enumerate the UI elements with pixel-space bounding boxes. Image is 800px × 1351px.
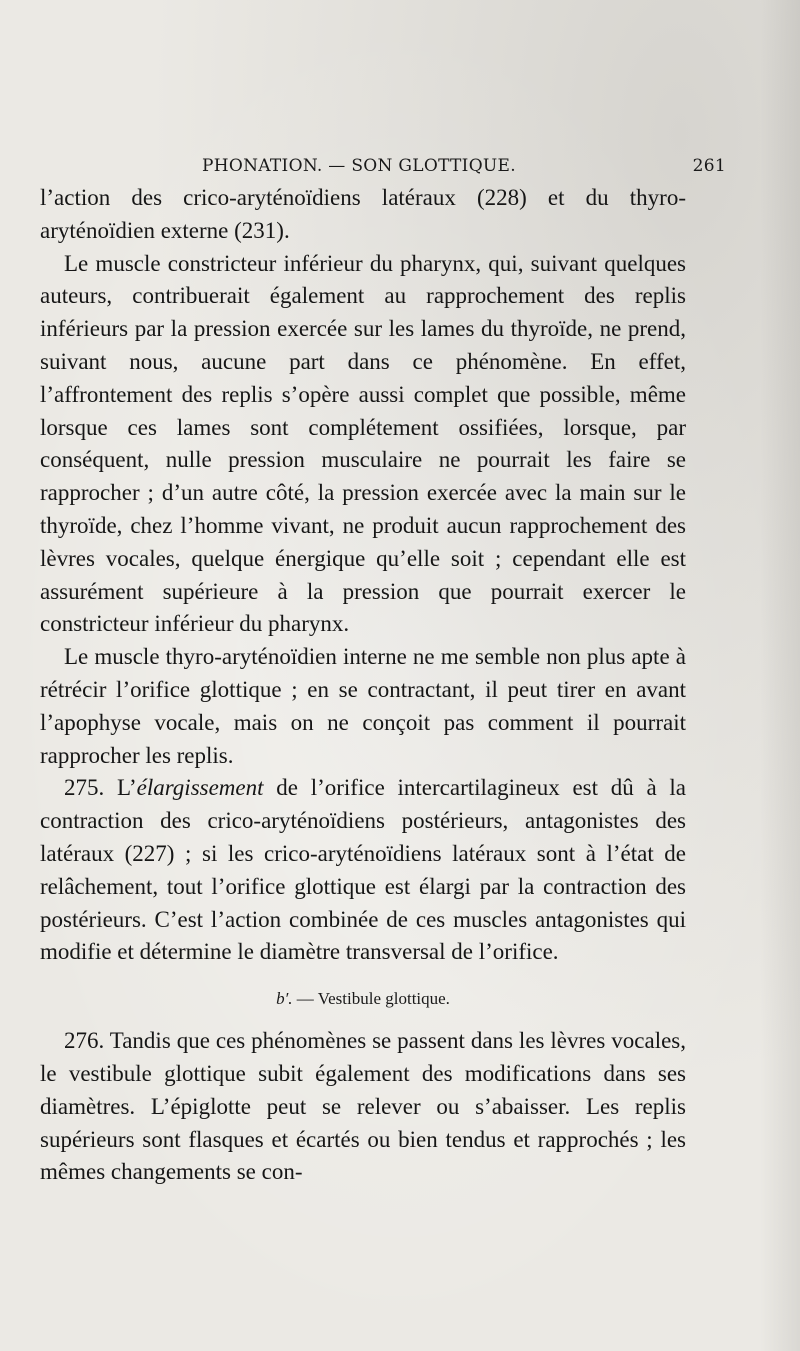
paragraph-constrictor: Le muscle constricteur inférieur du pharynx, qui, suivant quelques auteurs, contribuerait également au rapprochement des replis inférieurs par la pression exercée sur les lames du thyroïde, ne prend, suivant nous, aucune part dans ce phénomène. En effet, l’affrontement des replis s’opère aussi complet que possible, même lorsque ces lames sont complétement ossifiées, lorsque, par conséquent, nulle pression musculaire ne pourrait les faire se rapprocher ; d’un autre côté, la pression exercée avec la main sur le thyroïde, chez l’homme vivant, ne produit aucun rapprochement des lèvres vocales, quelque énergique qu’elle soit ; cependant elle est assurément supérieure à la pression que pourrait exercer le constricteur inférieur du pharynx. [40, 250, 686, 637]
paragraph-number: 275. [64, 775, 105, 801]
paragraph-275 [40, 772, 686, 969]
body-text [40, 182, 686, 1189]
paragraph-continuation: l’action des crico-aryténoïdiens latéraux (228) et du thyro-aryténoïdien externe (231). [40, 185, 686, 243]
paragraph-lead: L’ [117, 775, 137, 801]
running-head-title: PHONATION. — SON GLOTTIQUE. [202, 156, 516, 176]
section-heading [40, 987, 686, 1011]
paragraph-body: de l’orifice intercartilagineux est dû à la contraction des crico-aryténoïdiens postérieurs, antagonistes des latéraux (227) ; si les crico-aryténoïdiens latéraux sont à l’état de relâchement, tout l’orifice glottique est élargi par la contraction des postérieurs. C’est l’action combinée de ces muscles antagonistes qui modifie et détermine le diamètre transversal de l’orifice. [40, 775, 687, 965]
section-label: b′. [276, 989, 293, 1009]
paragraph-thyro-arytenoid: Le muscle thyro-aryténoïdien interne ne me semble non plus apte à rétrécir l’orifice glottique ; en se contractant, il peut tirer en avant l’apophyse vocale, mais on ne conçoit pas comment il pourrait rapprocher les replis. [40, 644, 686, 768]
running-head [40, 150, 726, 180]
paragraph-276 [40, 1025, 686, 1189]
emphasized-term: élargissement [136, 775, 264, 801]
page-number: 261 [692, 156, 726, 176]
paragraph-number: 276. [64, 1028, 105, 1054]
page-edge-shadow [760, 0, 800, 1351]
section-title: — Vestibule glottique. [296, 989, 450, 1009]
paragraph-body: Tandis que ces phénomènes se passent dans les lèvres vocales, le vestibule glottique subit également des modifications dans ses diamètres. L’épiglotte peut se relever ou s’abaisser. Les replis supérieurs sont flasques et écartés ou bien tendus et rapprochés ; les mêmes changements se con- [40, 1028, 686, 1185]
